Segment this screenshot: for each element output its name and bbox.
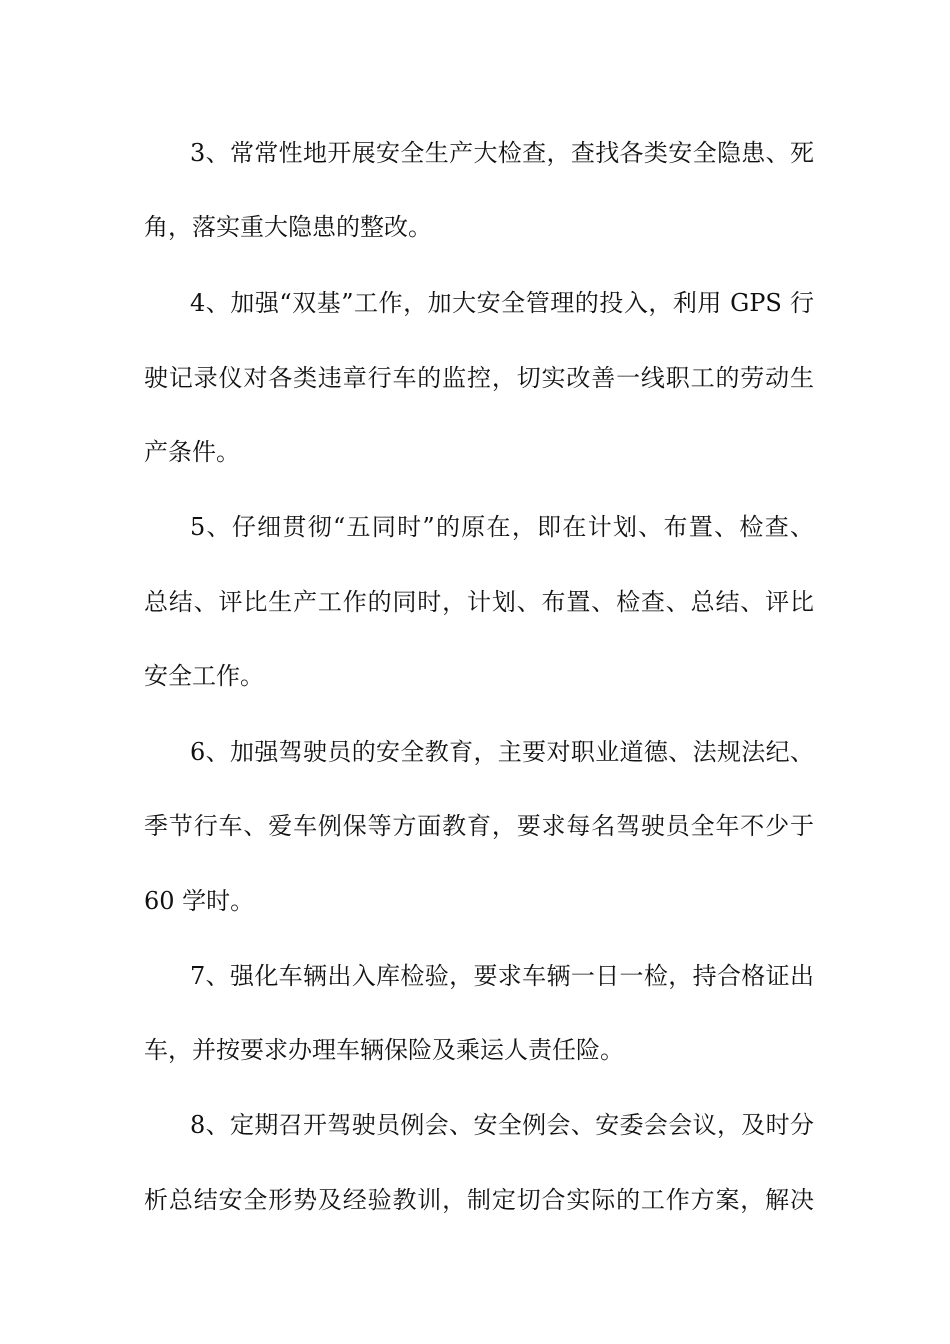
paragraph-4-line-3: 产条件。 — [144, 438, 240, 466]
paragraph-5-line-1: 5、仔细贯彻“五同时”的原在，即在计划、布置、检查、 — [190, 513, 814, 541]
paragraph-4-line-2: 驶记录仪对各类违章行车的监控，切实改善一线职工的劳动生 — [144, 364, 814, 392]
paragraph-4-line-1: 4、加强“双基”工作，加大安全管理的投入，利用 GPS 行 — [190, 289, 814, 317]
paragraph-8-line-1: 8、定期召开驾驶员例会、安全例会、安委会会议，及时分 — [190, 1111, 814, 1139]
paragraph-7-line-2: 车，并按要求办理车辆保险及乘运人责任险。 — [144, 1036, 624, 1064]
paragraph-5-line-3: 安全工作。 — [144, 662, 264, 690]
paragraph-7-line-1: 7、强化车辆出入库检验，要求车辆一日一检，持合格证出 — [190, 962, 814, 990]
paragraph-3-line-2: 角，落实重大隐患的整改。 — [144, 213, 432, 241]
paragraph-6-line-1: 6、加强驾驶员的安全教育，主要对职业道德、法规法纪、 — [190, 738, 814, 766]
paragraph-5-line-2: 总结、评比生产工作的同时，计划、布置、检查、总结、评比 — [144, 588, 814, 616]
paragraph-6-line-3: 60 学时。 — [144, 887, 255, 915]
paragraph-3-line-1: 3、常常性地开展安全生产大检查，查找各类安全隐患、死 — [190, 139, 814, 167]
paragraph-8-line-2: 析总结安全形势及经验教训，制定切合实际的工作方案，解决 — [144, 1186, 814, 1214]
paragraph-6-line-2: 季节行车、爱车例保等方面教育，要求每名驾驶员全年不少于 — [144, 812, 814, 840]
